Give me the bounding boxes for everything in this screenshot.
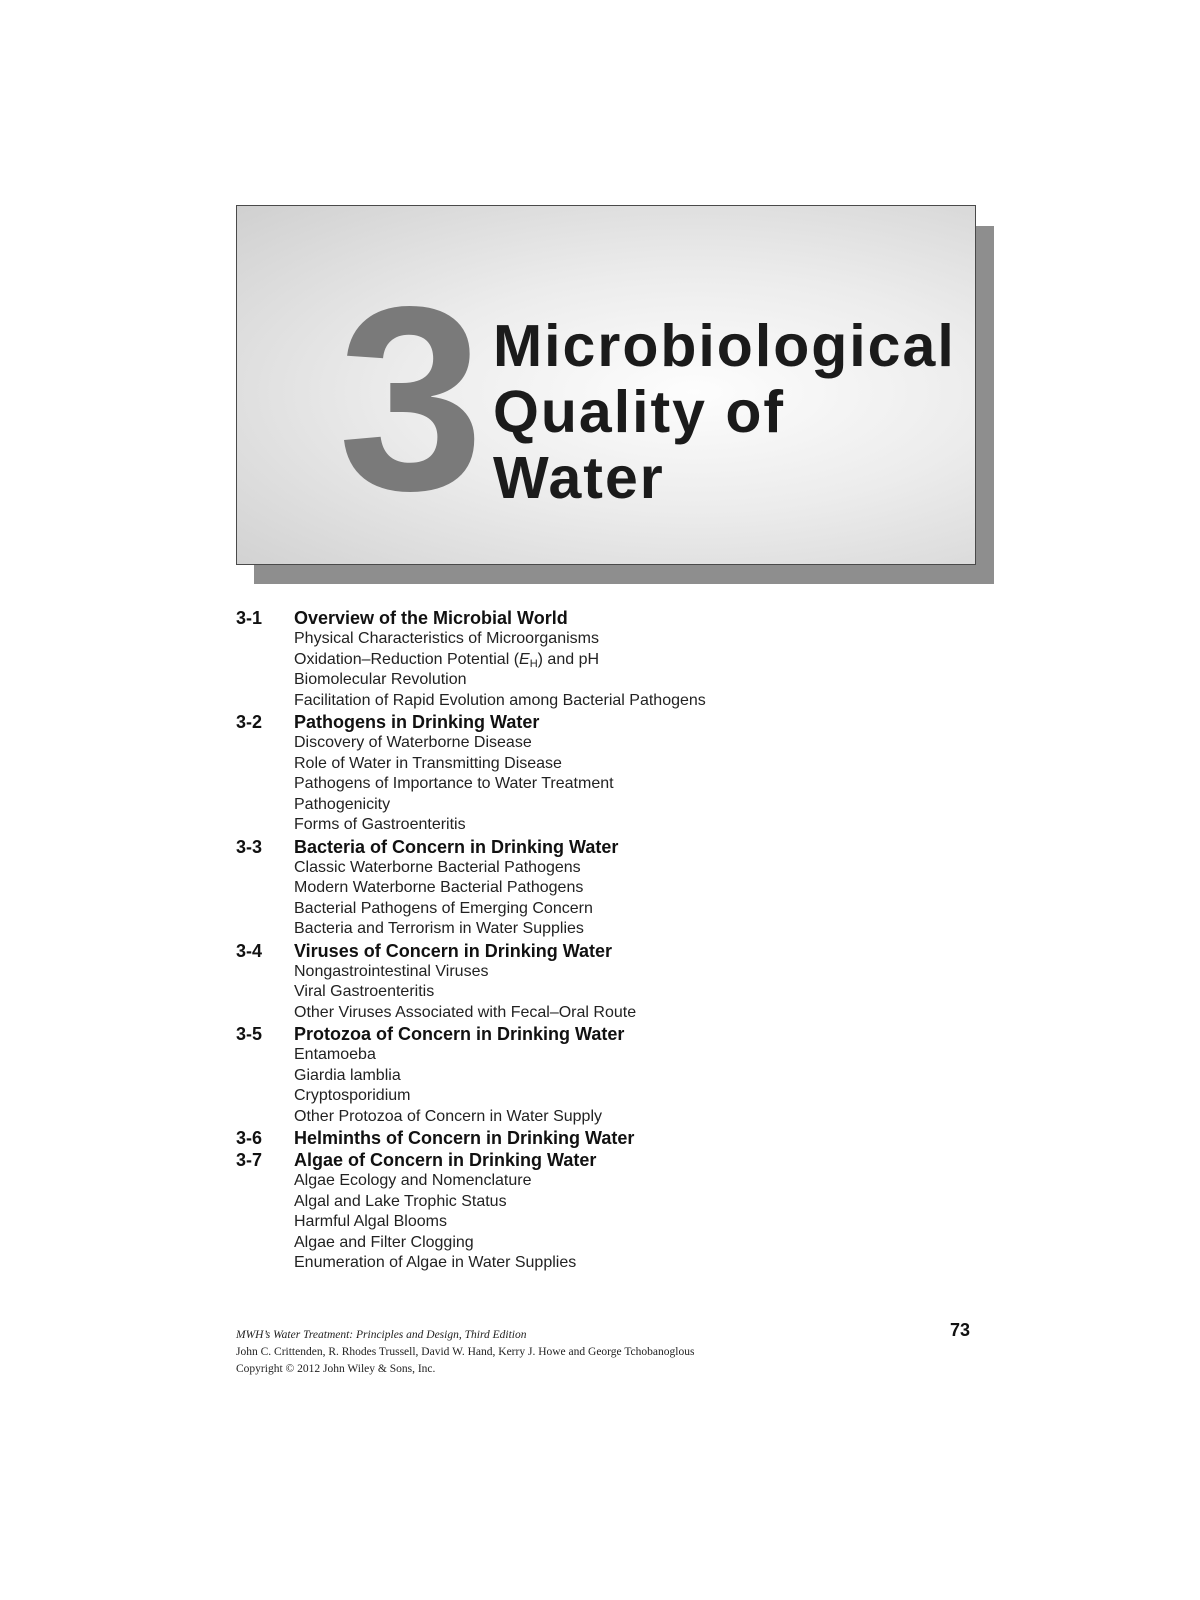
- toc-subsection: Cryptosporidium: [294, 1087, 411, 1104]
- toc-section-heading: [236, 1127, 996, 1149]
- toc-subsection: Algae and Filter Clogging: [294, 1233, 474, 1251]
- toc-subsection: Entamoeba: [294, 1046, 376, 1063]
- toc-subsection: Nongastrointestinal Viruses: [294, 962, 489, 980]
- toc-subsection-list: [294, 1171, 996, 1274]
- page-number: 73: [950, 1320, 971, 1340]
- toc-subsection: Pathogens of Importance to Water Treatment: [294, 775, 614, 792]
- toc-section-heading: [236, 607, 996, 629]
- toc-subsection: Bacteria and Terrorism in Water Supplies: [294, 920, 584, 937]
- toc-subsection: Viral Gastroenteritis: [294, 983, 435, 1000]
- toc-subsection: Algal and Lake Trophic Status: [294, 1192, 507, 1210]
- toc-subsection: Oxidation–Reduction Potential $(E_H)$ and pH: [294, 650, 600, 670]
- toc-section-heading: [236, 1149, 996, 1171]
- toc-subsection: Other Protozoa of Concern in Water Supply: [294, 1107, 602, 1125]
- toc-section: [236, 607, 996, 711]
- footer-book-title: MWH’s Water Treatment: Principles and Design, Third Edition: [236, 1329, 527, 1341]
- toc-subsection-list: [294, 629, 996, 711]
- toc-subsection: Facilitation of Rapid Evolution among Bacterial Pathogens: [294, 691, 706, 709]
- toc-subsection: Modern Waterborne Bacterial Pathogens: [294, 879, 584, 896]
- chapter-title-line: Quality of: [493, 379, 786, 445]
- toc-section-number: 3-7: [236, 1150, 263, 1170]
- footer-authors: John C. Crittenden, R. Rhodes Trussell, David W. Hand, Kerry J. Howe and George Tchobanoglous: [236, 1346, 695, 1358]
- toc-section: [236, 711, 996, 836]
- toc-subsection: Algae Ecology and Nomenclature: [294, 1172, 532, 1189]
- toc-subsection-list: [294, 733, 996, 836]
- toc-subsection: Other Viruses Associated with Fecal–Oral Route: [294, 1003, 637, 1021]
- toc-section-title: Pathogens in Drinking Water: [294, 712, 540, 732]
- toc-section-heading: [236, 940, 996, 962]
- toc-subsection: Forms of Gastroenteritis: [294, 816, 466, 833]
- toc-section-number: 3-1: [236, 608, 263, 628]
- toc-subsection: Physical Characteristics of Microorganisms: [294, 630, 599, 647]
- toc-section-title: Helminths of Concern in Drinking Water: [294, 1128, 635, 1148]
- toc-subsection-list: [294, 1045, 996, 1127]
- table-of-contents: [236, 607, 996, 1274]
- toc-section: [236, 1127, 996, 1149]
- footer-copyright: Copyright © 2012 John Wiley & Sons, Inc.: [236, 1363, 436, 1375]
- toc-section-title: Viruses of Concern in Drinking Water: [294, 940, 613, 961]
- toc-section-heading: [236, 836, 996, 858]
- toc-section-number: 3-5: [236, 1024, 263, 1044]
- toc-subsection: Bacterial Pathogens of Emerging Concern: [294, 899, 593, 917]
- toc-subsection-list: [294, 858, 996, 940]
- toc-section-title: Algae of Concern in Drinking Water: [294, 1150, 597, 1170]
- toc-subsection: Pathogenicity: [294, 795, 391, 813]
- toc-section: [236, 1149, 996, 1274]
- toc-section-number: 3-3: [236, 836, 263, 857]
- toc-subsection-list: [294, 962, 996, 1024]
- toc-subsection: Giardia lamblia: [294, 1066, 401, 1084]
- toc-section-heading: [236, 1023, 996, 1045]
- chapter-title-line: Microbiological: [493, 313, 956, 379]
- toc-section-number: 3-6: [236, 1128, 263, 1148]
- toc-section-number: 3-2: [236, 712, 263, 732]
- toc-subsection: Harmful Algal Blooms: [294, 1213, 447, 1230]
- toc-subsection: Role of Water in Transmitting Disease: [294, 754, 562, 772]
- chapter-number: 3: [338, 252, 478, 545]
- toc-section-title: Bacteria of Concern in Drinking Water: [294, 836, 619, 857]
- toc-section-heading: [236, 711, 996, 733]
- toc-section-title: Protozoa of Concern in Drinking Water: [294, 1024, 625, 1044]
- chapter-title: [493, 313, 963, 511]
- toc-section-number: 3-4: [236, 940, 263, 961]
- toc-section: [236, 1023, 996, 1127]
- toc-subsection: Classic Waterborne Bacterial Pathogens: [294, 858, 581, 876]
- toc-section-title: Overview of the Microbial World: [294, 608, 568, 628]
- page-footer: [236, 1327, 976, 1378]
- chapter-title-line: Water: [493, 445, 665, 511]
- toc-subsection: Enumeration of Algae in Water Supplies: [294, 1254, 577, 1271]
- toc-subsection: Biomolecular Revolution: [294, 671, 467, 688]
- toc-section: [236, 836, 996, 940]
- toc-subsection: Discovery of Waterborne Disease: [294, 734, 532, 751]
- toc-section: [236, 940, 996, 1024]
